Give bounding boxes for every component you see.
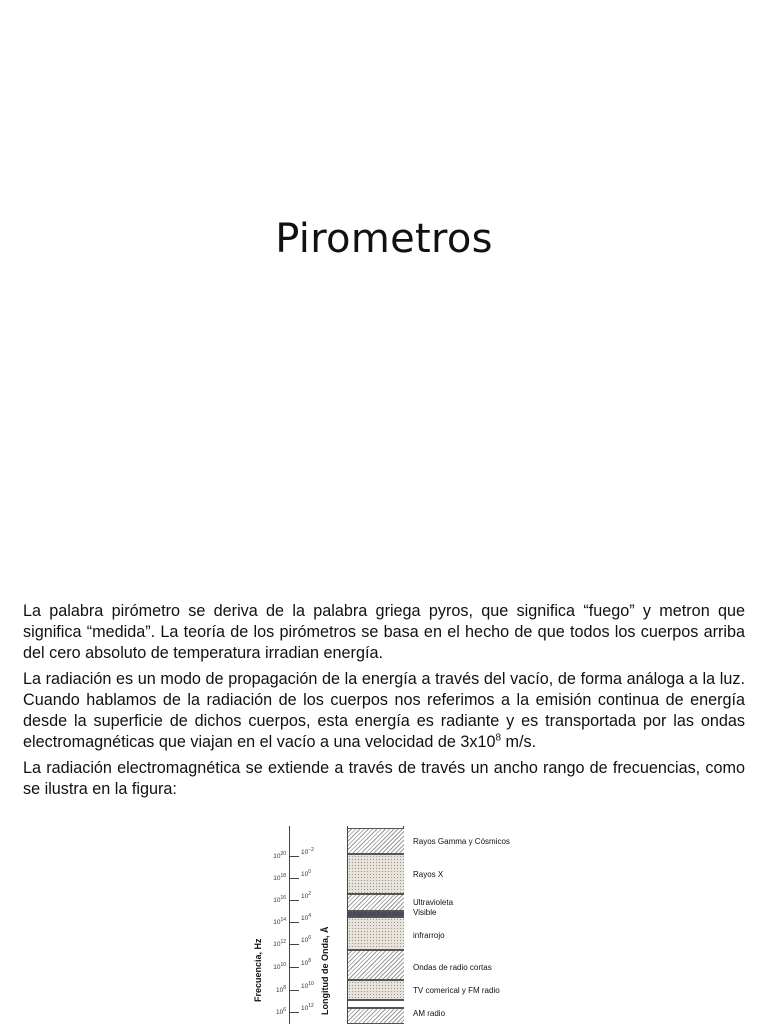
band-label-short-radio: Ondas de radio cortas (413, 963, 492, 972)
band-gamma-rays (348, 828, 404, 854)
band-am-radio-region (348, 1008, 404, 1024)
tick-3 (289, 900, 299, 901)
band-ultraviolet (348, 894, 404, 911)
freq-tick-label-20: $10^{20}$ (273, 851, 286, 861)
wave-tick-label-10: $10^{10}$ (301, 981, 314, 991)
wave-tick-label-8: $10^8$ (301, 958, 312, 968)
paragraph-2-text: La radiación es un modo de propagación de la energía a través del vacío, de forma análoga a la luz. Cuando hablamos de la radiación de los cuerpos nos referimos a la emisión continua de energía desde la superficie de dichos cuerpos, esta energía es radiante y es transportada por las ondas electromagnéticas que viajan en el vacío a una velocidad de 3x10 (23, 670, 745, 751)
tick-4 (289, 922, 299, 923)
wave-tick-label-4: $10^4$ (301, 913, 312, 923)
band-label-ultraviolet: Ultravioleta (413, 898, 454, 907)
wave-tick-label-12: $10^{12}$ (301, 1003, 314, 1013)
band-infrared (348, 917, 404, 950)
paragraph-2-unit: m/s. (501, 733, 537, 751)
wave-tick-label-m2: $10^{-2}$ (301, 847, 314, 857)
freq-tick-label-10: $10^{10}$ (273, 962, 286, 972)
paragraph-1: La palabra pirómetro se deriva de la palabra griega pyros, que significa “fuego” y metron que significa “medida”. La teoría de los pirómetros se basa en el hecho de que todos los cuerpos arriba del cero absoluto de temperatura irradian energía. (23, 602, 745, 662)
tick-2 (289, 878, 299, 879)
freq-tick-label-14: $10^{14}$ (273, 917, 286, 927)
freq-tick-label-6: $10^6$ (275, 1007, 286, 1017)
tick-1 (289, 856, 299, 857)
wave-tick-label-0: $10^0$ (301, 869, 312, 879)
band-label-am-radio: AM radio (413, 1009, 446, 1018)
electromagnetic-spectrum-figure (246, 822, 546, 1024)
band-short-radio (348, 950, 404, 980)
tick-5 (289, 944, 299, 945)
paragraph-2 (23, 669, 745, 753)
tick-8 (289, 1012, 299, 1013)
band-tv-fm (348, 980, 404, 1000)
band-x-rays (348, 854, 404, 894)
band-label-x-rays: Rayos X (413, 870, 444, 879)
tick-6 (289, 967, 299, 968)
band-label-visible: Visible (413, 908, 437, 917)
band-label-gamma: Rayos Gamma y Cósmicos (413, 837, 510, 846)
frequency-axis-title: Frecuencia, Hz (253, 938, 263, 1002)
freq-tick-label-16: $10^{16}$ (273, 895, 286, 905)
wave-tick-label-2: $10^2$ (301, 891, 312, 901)
freq-tick-label-8: $10^8$ (275, 985, 286, 995)
body-text (23, 601, 745, 805)
band-label-tv-fm: TV comerical y FM radio (413, 986, 500, 995)
wave-tick-label-6: $10^6$ (301, 935, 312, 945)
tick-7 (289, 990, 299, 991)
band-am-radio (348, 1000, 404, 1008)
wavelength-axis-title: Longitud de Onda, Å (320, 926, 330, 1015)
paragraph-3: La radiación electromagnética se extiende a través de través un ancho rango de frecuencias, como se ilustra en la figura: (23, 759, 745, 798)
page-title: Pirometros (275, 216, 493, 262)
paragraph-2-exponent: 8 (495, 732, 502, 744)
band-label-infrared: infrarrojo (413, 931, 445, 940)
freq-tick-label-18: $10^{18}$ (273, 873, 286, 883)
freq-tick-label-12: $10^{12}$ (273, 939, 286, 949)
